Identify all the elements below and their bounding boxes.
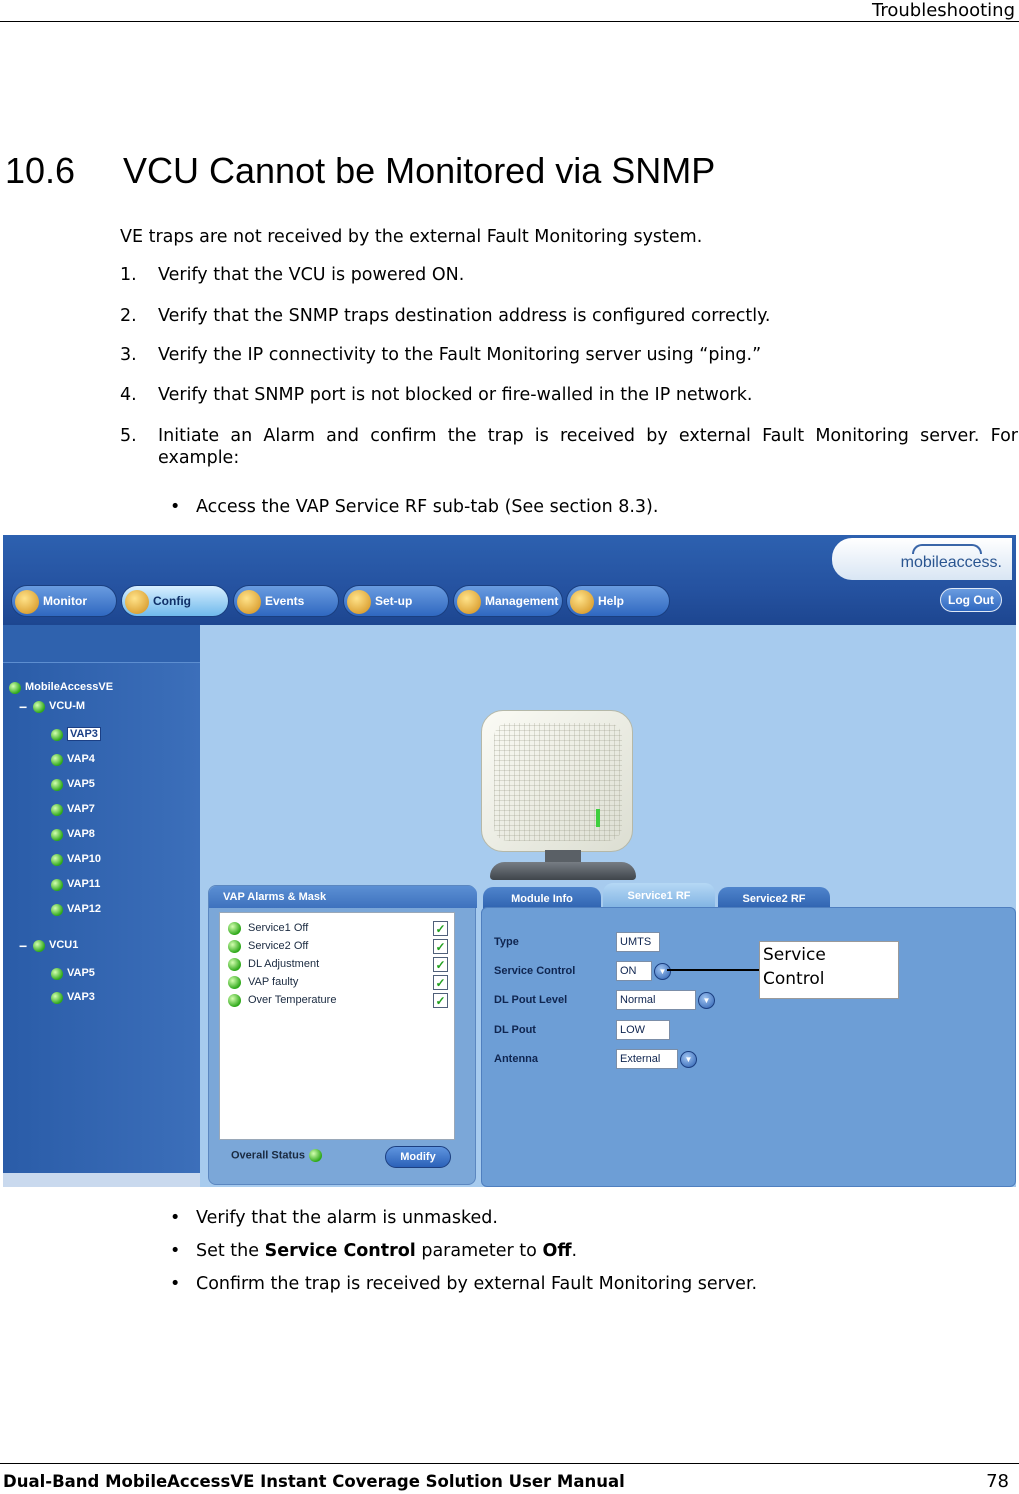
- property-label: Type: [494, 936, 519, 948]
- service-rf-panel: [481, 907, 1016, 1187]
- status-led-icon: [51, 992, 63, 1004]
- type-field: UMTS: [616, 932, 660, 952]
- status-led-icon: [51, 779, 63, 791]
- chevron-down-icon[interactable]: ▼: [698, 992, 715, 1009]
- bold-term: Service Control: [264, 1241, 416, 1261]
- section-title: [5, 150, 715, 192]
- tree-node-selected: VAP3: [67, 727, 101, 741]
- step-text: Verify that the VCU is powered ON.: [158, 265, 465, 285]
- management-icon: [457, 590, 481, 614]
- step-number: 1.: [120, 265, 137, 285]
- bullet-text: Verify that the alarm is unmasked.: [196, 1208, 498, 1228]
- tab-service1-rf[interactable]: Service1 RF: [603, 883, 715, 909]
- status-led-icon: [228, 922, 241, 935]
- bullet-text: Set the Service Control parameter to Off.: [196, 1241, 578, 1261]
- section-number: 10.6: [5, 150, 76, 191]
- running-header-title: Troubleshooting: [872, 0, 1015, 21]
- mask-checkbox[interactable]: ✓: [433, 957, 448, 972]
- status-led-icon: [9, 682, 21, 694]
- alarm-row: Service1 Off ✓: [228, 921, 448, 937]
- status-led-icon: [51, 904, 63, 916]
- running-header: [0, 0, 1019, 22]
- mask-checkbox[interactable]: ✓: [433, 975, 448, 990]
- chevron-down-icon[interactable]: ▼: [654, 963, 671, 980]
- antenna-select[interactable]: External: [616, 1049, 678, 1069]
- mobileaccess-logo: [832, 538, 1012, 580]
- panel-title: VAP Alarms & Mask: [209, 886, 477, 908]
- nav-help-button[interactable]: Help: [566, 585, 670, 617]
- nav-management-button[interactable]: Management: [453, 585, 563, 617]
- collapse-icon[interactable]: −: [19, 938, 28, 954]
- service-control-select[interactable]: ON: [616, 961, 652, 981]
- device-led-icon: [596, 809, 600, 827]
- nav-events-button[interactable]: Events: [233, 585, 339, 617]
- step-number: 4.: [120, 385, 137, 405]
- step-text: Initiate an Alarm and confirm the trap is received by external Fault Monitoring server. For example:: [158, 426, 1018, 468]
- logo-text: mobileaccess.: [900, 554, 1002, 571]
- callout-leader-line: [667, 969, 759, 971]
- property-label: Antenna: [494, 1053, 538, 1065]
- help-icon: [570, 590, 594, 614]
- alarm-row: Over Temperature ✓: [228, 993, 448, 1009]
- logout-button[interactable]: Log Out: [940, 588, 1002, 612]
- status-led-icon: [51, 879, 63, 891]
- chevron-down-icon[interactable]: ▼: [680, 1051, 697, 1068]
- tab-module-info[interactable]: Module Info: [483, 887, 601, 909]
- mobileaccess-screenshot: [3, 535, 1016, 1187]
- bullet-text: Access the VAP Service RF sub-tab (See section 8.3).: [196, 497, 659, 517]
- step-number: 5.: [120, 426, 137, 446]
- app-toolbar: [3, 535, 1016, 625]
- status-led-icon: [228, 940, 241, 953]
- status-led-icon: [228, 958, 241, 971]
- status-led-icon: [51, 729, 63, 741]
- page-number: 78: [986, 1471, 1009, 1492]
- nav-config-button[interactable]: Config: [121, 585, 229, 617]
- property-label: DL Pout Level: [494, 994, 568, 1006]
- section-title-text: VCU Cannot be Monitored via SNMP: [123, 150, 716, 191]
- nav-monitor-button[interactable]: Monitor: [11, 585, 117, 617]
- property-label: DL Pout: [494, 1024, 536, 1036]
- manual-title: Dual-Band MobileAccessVE Instant Coverage Solution User Manual: [3, 1472, 625, 1491]
- mask-checkbox[interactable]: ✓: [433, 921, 448, 936]
- alarm-row: Service2 Off ✓: [228, 939, 448, 955]
- alarm-row: DL Adjustment ✓: [228, 957, 448, 973]
- device-tree: MobileAccessVE − VCU-M VAP3 VAP4 VAP5 VAP7 VAP8 VAP10 VAP11 VAP12 − VCU1 VAP5 VAP3: [3, 625, 200, 1187]
- status-led-icon: [51, 854, 63, 866]
- step-text: Verify the IP connectivity to the Fault Monitoring server using “ping.”: [158, 345, 762, 365]
- tab-service2-rf[interactable]: Service2 RF: [718, 887, 830, 909]
- collapse-icon[interactable]: −: [19, 699, 28, 715]
- wrench-icon: [125, 590, 149, 614]
- footer-rule: [0, 1463, 1019, 1464]
- modify-button[interactable]: Modify: [385, 1146, 451, 1168]
- bullet-text: Confirm the trap is received by external Fault Monitoring server.: [196, 1274, 758, 1294]
- overall-status: Overall Status: [231, 1149, 322, 1162]
- mask-checkbox[interactable]: ✓: [433, 993, 448, 1008]
- vap-device-stand: [490, 850, 636, 880]
- step-number: 3.: [120, 345, 137, 365]
- intro-paragraph: VE traps are not received by the external Fault Monitoring system.: [120, 227, 703, 247]
- step-number: 2.: [120, 306, 137, 326]
- alarm-row: VAP faulty ✓: [228, 975, 448, 991]
- status-led-icon: [309, 1149, 322, 1162]
- dl-pout-field: LOW: [616, 1020, 670, 1040]
- status-led-icon: [33, 940, 45, 952]
- vap-device-image: [481, 710, 633, 852]
- status-led-icon: [33, 701, 45, 713]
- nav-setup-button[interactable]: Set-up: [343, 585, 449, 617]
- dl-pout-level-select[interactable]: Normal: [616, 990, 696, 1010]
- step-text: Verify that SNMP port is not blocked or fire-walled in the IP network.: [158, 385, 753, 405]
- alarm-list: [219, 912, 455, 1140]
- tree-scrollbar[interactable]: [3, 1173, 200, 1187]
- property-label: Service Control: [494, 965, 576, 977]
- status-led-icon: [228, 994, 241, 1007]
- step-text: Verify that the SNMP traps destination address is configured correctly.: [158, 306, 771, 326]
- monitor-icon: [15, 590, 39, 614]
- status-led-icon: [51, 829, 63, 841]
- status-led-icon: [51, 804, 63, 816]
- service-control-callout: Service Control: [759, 941, 899, 999]
- status-led-icon: [51, 754, 63, 766]
- tools-icon: [347, 590, 371, 614]
- bold-term: Off: [542, 1241, 572, 1261]
- mask-checkbox[interactable]: ✓: [433, 939, 448, 954]
- vap-alarms-panel: [208, 885, 476, 1185]
- status-led-icon: [51, 968, 63, 980]
- logo-swoosh-icon: [912, 544, 982, 554]
- events-icon: [237, 590, 261, 614]
- status-led-icon: [228, 976, 241, 989]
